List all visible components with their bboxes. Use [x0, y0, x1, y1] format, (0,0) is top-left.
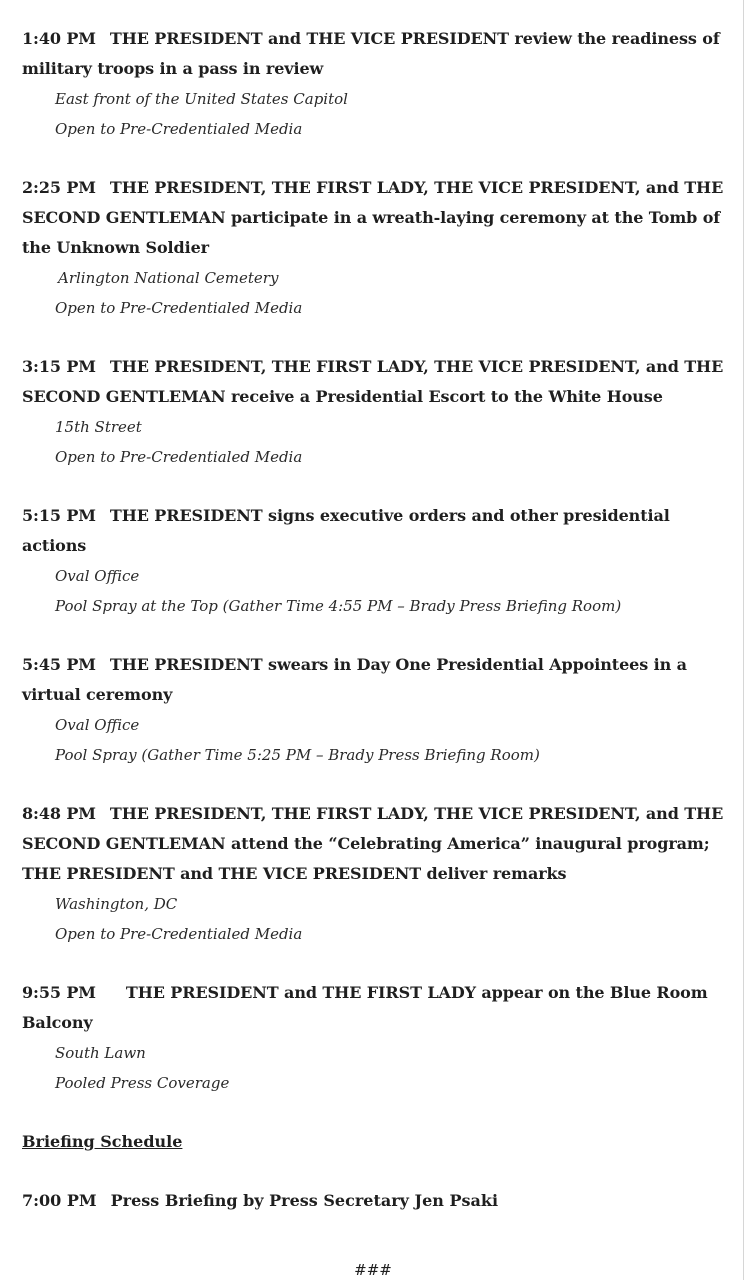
event-location: Oval Office — [55, 567, 140, 585]
event-coverage: Open to Pre-Credentialed Media — [55, 448, 303, 466]
event-heading — [22, 24, 726, 84]
page-edge-rule — [743, 0, 744, 1280]
event-heading — [22, 650, 726, 710]
event-description: THE PRESIDENT and THE VICE PRESIDENT review the readiness of military troops in a pass in review — [22, 29, 720, 78]
event-coverage: Pool Spray at the Top (Gather Time 4:55 PM – Brady Press Briefing Room) — [55, 597, 622, 615]
schedule-event — [22, 501, 726, 621]
schedule-event — [22, 352, 726, 472]
event-coverage: Pool Spray (Gather Time 5:25 PM – Brady Press Briefing Room) — [55, 746, 540, 764]
briefing-description: Press Briefing by Press Secretary Jen Psaki — [110, 1191, 499, 1210]
event-time: 8:48 PM — [22, 804, 96, 823]
event-location: 15th Street — [55, 418, 142, 436]
event-description: THE PRESIDENT, THE FIRST LADY, THE VICE PRESIDENT, and THE SECOND GENTLEMAN participate in a wreath-laying ceremony at the Tomb of the Unknown Soldier — [22, 178, 724, 257]
event-location: East front of the United States Capitol — [55, 90, 348, 108]
event-time: 1:40 PM — [22, 29, 96, 48]
event-time: 2:25 PM — [22, 178, 96, 197]
event-coverage: Open to Pre-Credentialed Media — [55, 120, 303, 138]
event-description: THE PRESIDENT, THE FIRST LADY, THE VICE PRESIDENT, and THE SECOND GENTLEMAN attend the “Celebrating America” inaugural program; THE PRESIDENT and THE VICE PRESIDENT deliver remarks — [22, 804, 724, 883]
event-location: South Lawn — [55, 1044, 146, 1062]
event-heading — [22, 978, 726, 1038]
event-heading — [22, 352, 726, 412]
event-coverage: Open to Pre-Credentialed Media — [55, 925, 303, 943]
event-time: 3:15 PM — [22, 357, 96, 376]
end-of-document-mark: ### — [354, 1261, 392, 1279]
event-location: Arlington National Cemetery — [58, 269, 279, 287]
briefing-schedule-heading: Briefing Schedule — [22, 1132, 183, 1151]
event-location: Washington, DC — [55, 895, 178, 913]
event-description: THE PRESIDENT, THE FIRST LADY, THE VICE PRESIDENT, and THE SECOND GENTLEMAN receive a Presidential Escort to the White House — [22, 357, 724, 406]
schedule-event — [22, 173, 726, 323]
briefing-item — [22, 1186, 726, 1216]
event-description: THE PRESIDENT and THE FIRST LADY appear on the Blue Room Balcony — [22, 983, 708, 1032]
schedule-event — [22, 650, 726, 770]
event-time: 5:45 PM — [22, 655, 96, 674]
event-location: Oval Office — [55, 716, 140, 734]
event-coverage: Open to Pre-Credentialed Media — [55, 299, 303, 317]
event-description: THE PRESIDENT swears in Day One Presidential Appointees in a virtual ceremony — [22, 655, 687, 704]
event-heading — [22, 501, 726, 561]
event-coverage: Pooled Press Coverage — [55, 1074, 230, 1092]
schedule-event — [22, 799, 726, 949]
event-time: 9:55 PM — [22, 983, 96, 1002]
event-heading — [22, 173, 726, 263]
schedule-event — [22, 978, 726, 1098]
briefing-time: 7:00 PM — [22, 1191, 97, 1210]
schedule-event — [22, 24, 726, 144]
schedule-document — [22, 24, 726, 1216]
event-heading — [22, 799, 726, 889]
event-time: 5:15 PM — [22, 506, 96, 525]
event-description: THE PRESIDENT signs executive orders and other presidential actions — [22, 506, 670, 555]
